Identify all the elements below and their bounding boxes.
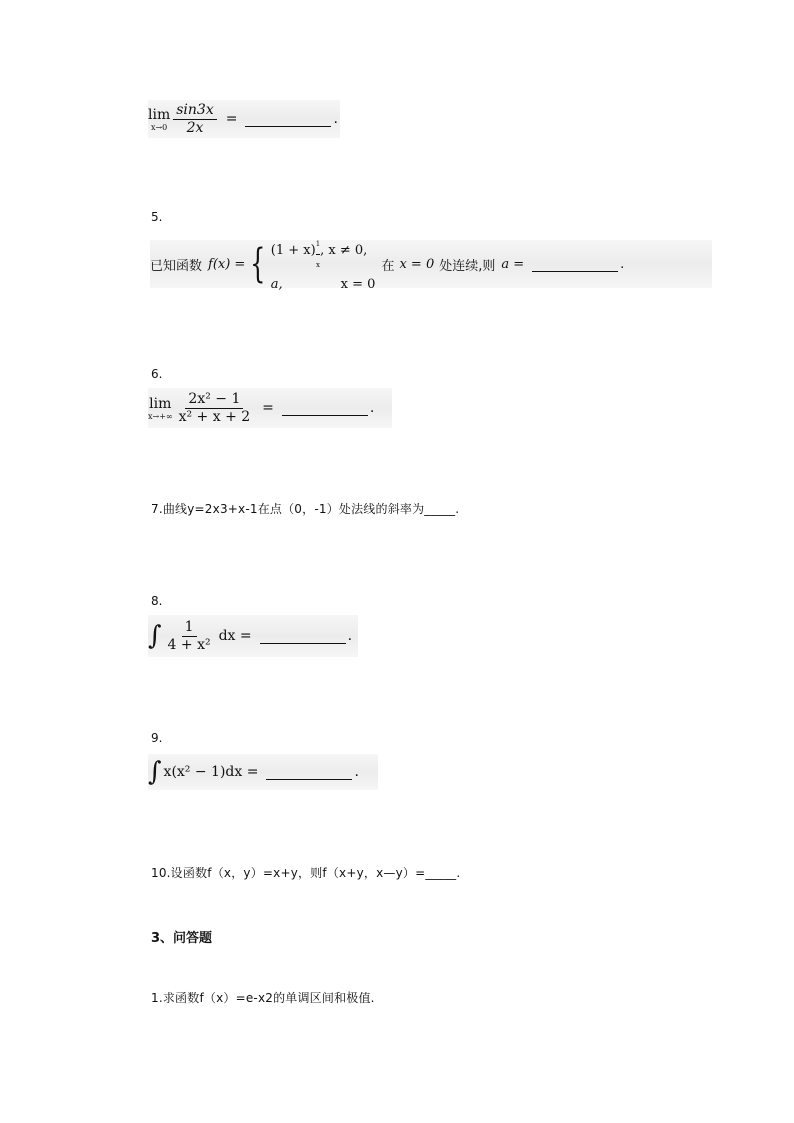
q8-formula bbox=[148, 615, 358, 657]
q6-limit: lim x→+∞ bbox=[148, 395, 173, 421]
q6-formula bbox=[148, 388, 392, 428]
q4-answer-blank[interactable] bbox=[245, 112, 331, 127]
q5-prefix: 已知函数 bbox=[150, 258, 203, 274]
q6-number: 6. bbox=[151, 367, 163, 381]
q5-formula bbox=[150, 239, 712, 292]
q5-mid2: x = 0 bbox=[399, 256, 435, 272]
q5-brace: { bbox=[250, 241, 266, 287]
q8-dx: dx = bbox=[218, 628, 252, 644]
q9-answer-blank[interactable] bbox=[266, 765, 352, 780]
q4-period: . bbox=[333, 111, 338, 127]
q8-period: . bbox=[347, 628, 353, 644]
q5-mid3: 处连续,则 bbox=[439, 258, 496, 274]
section3-heading: 3、问答题 bbox=[151, 931, 213, 946]
q8-number: 8. bbox=[151, 594, 163, 608]
q8-answer-blank[interactable] bbox=[260, 629, 346, 644]
q4-formula bbox=[148, 100, 340, 138]
qa1-text: 1.求函数f（x）=e-x2的单调区间和极值. bbox=[151, 991, 375, 1005]
q5-number: 5. bbox=[151, 210, 163, 224]
q5-case1: (1 + x) $\frac{1}{x}$ , x ≠ 0, bbox=[271, 234, 376, 275]
q5-answer-blank[interactable] bbox=[532, 257, 618, 272]
q6-equals: = bbox=[262, 400, 274, 416]
q5-cases bbox=[271, 234, 376, 295]
q6-period: . bbox=[369, 400, 375, 416]
q5-mid4: a = bbox=[501, 256, 525, 272]
q4-fraction: $\frac{\sin 3x}{2x}$ bbox=[173, 102, 216, 137]
q4-limit: lim x→0 bbox=[148, 106, 171, 132]
q4-equals: = bbox=[225, 111, 238, 127]
q8-fraction: $\frac{1}{\text{4 + x²}}$ bbox=[167, 618, 211, 653]
q8-integral-sign: ∫ bbox=[148, 621, 162, 651]
q7-text: 7.曲线y=2x3+x-1在点（0，-1）处法线的斜率为_____. bbox=[151, 502, 460, 516]
q6-answer-blank[interactable] bbox=[282, 401, 368, 416]
q5-period: . bbox=[620, 256, 625, 272]
q9-expr: x(x² − 1)dx = bbox=[163, 764, 259, 780]
q5-case2: a, x = 0 bbox=[270, 276, 376, 292]
q5-func: f(x) = bbox=[208, 256, 246, 272]
q9-integral-sign: ∫ bbox=[148, 757, 162, 787]
q9-number: 9. bbox=[151, 731, 163, 745]
q9-period: . bbox=[354, 764, 359, 780]
q6-fraction: $\frac{\text{2x² − 1}}{\text{x² + x + 2}}$ bbox=[178, 390, 251, 425]
q10-text: 10.设函数f（x，y）=x+y，则f（x+y，x—y）=_____. bbox=[151, 866, 461, 880]
q5-mid1: 在 bbox=[381, 258, 395, 274]
q5-exponent: $\frac{1}{x}$ bbox=[316, 234, 320, 275]
q9-formula bbox=[148, 754, 378, 790]
